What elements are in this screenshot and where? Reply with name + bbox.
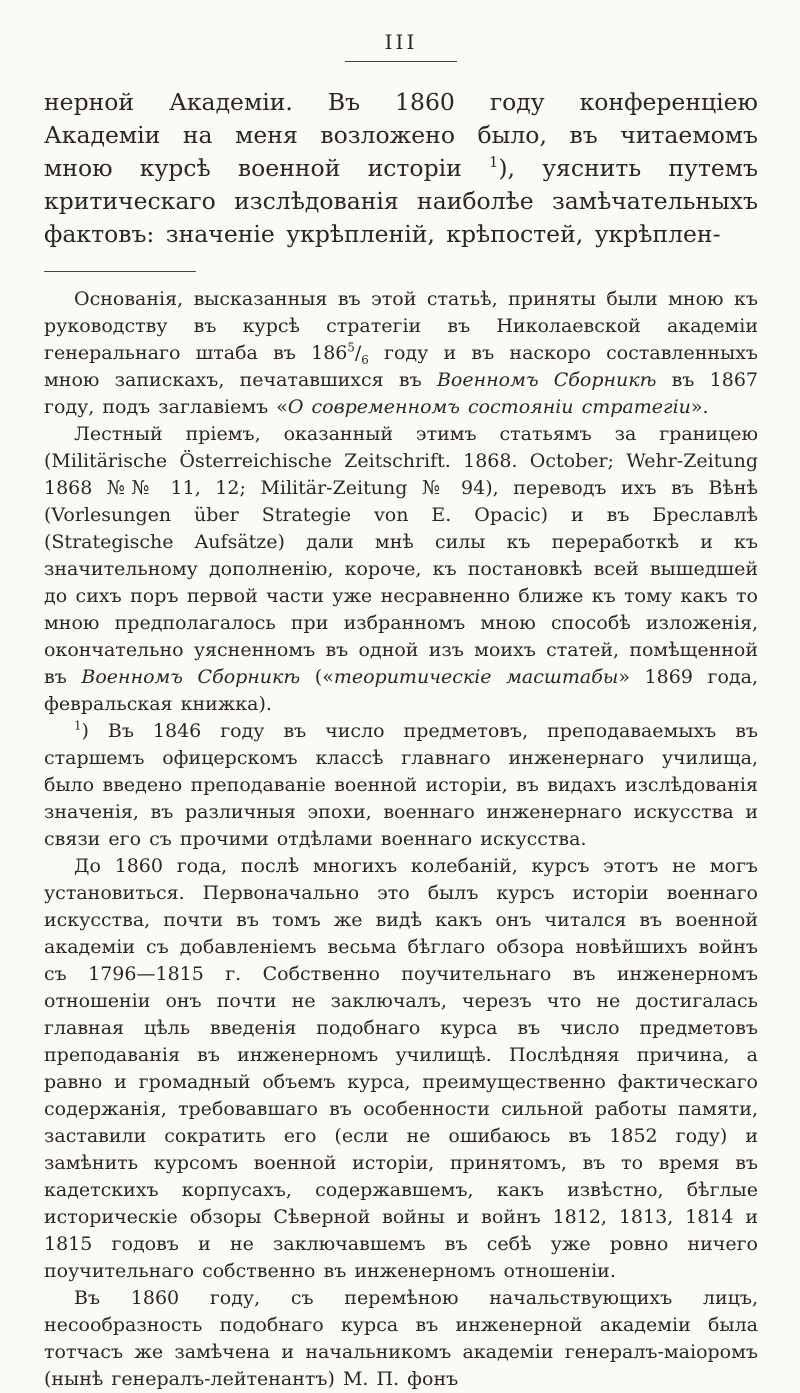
main-text: [44, 86, 758, 251]
body-paragraph: [44, 86, 758, 251]
text-segment: Военномъ Сборникѣ: [436, 369, 657, 391]
text-segment: ».: [690, 396, 709, 418]
text-segment: 1: [489, 154, 499, 172]
text-segment: /: [354, 342, 362, 364]
text-segment: » 1869 года, февральская книжка).: [44, 666, 758, 715]
footnote-paragraph: [44, 1285, 758, 1393]
text-segment: ) Въ 1846 году въ число предметовъ, преподаваемыхъ въ старшемъ офицерскомъ классѣ главнаго инженернаго училища, было введено преподаваніе военной исторіи, въ видахъ изслѣдованія значенія, въ различныя эпохи, военнаго инженернаго искусства и связи его съ прочими отдѣлами военнаго искусства.: [44, 720, 758, 850]
page-number: III: [384, 30, 418, 54]
footnote-paragraph: [44, 286, 758, 421]
footnote-paragraph: [44, 718, 758, 853]
text-segment: О современномъ состояніи стратегіи: [287, 396, 691, 418]
footnote-paragraph: [44, 853, 758, 1285]
text-segment: ), уяснить путемъ критическаго изслѣдованія наиболѣе замѣчательныхъ фактовъ: значеніе укрѣпленій, крѣпостей, укрѣплен-: [44, 154, 759, 248]
footnote-section: [44, 286, 758, 1393]
text-segment: 6: [361, 352, 369, 367]
text-segment: въ 1867 году, подъ заглавіемъ «: [44, 369, 758, 418]
text-segment: 1: [74, 718, 82, 733]
text-segment: году и въ наскоро составленныхъ мною запискахъ, печатавшихся въ: [44, 342, 758, 391]
text-segment: («: [300, 666, 334, 688]
footnote-separator: [44, 271, 196, 272]
text-segment: Военномъ Сборникѣ: [81, 666, 301, 688]
text-segment: До 1860 года, послѣ многихъ колебаній, курсъ этотъ не могъ установиться. Первоначально это былъ курсъ исторіи военнаго искусства, почти въ томъ же видѣ какъ онъ читался въ военной академіи съ добавленіемъ весьма бѣглаго обзора новѣйшихъ войнъ съ 1796—1815 г. Собственно поучительнаго въ инженерномъ отношеніи онъ почти не заключалъ, черезъ что не достигалась главная цѣль введенія подобнаго курса въ число предметовъ преподаванія въ инженерномъ училищѣ. Послѣдняя причина, а равно и громадный объемъ курса, преимущественно фактическаго содержанія, требовавшаго въ особенности сильной работы памяти, заставили сократить его (если не ошибаюсь въ 1852 году) и замѣнить курсомъ военной исторіи, принятомъ, въ то время въ кадетскихъ корпусахъ, содержавшемъ, какъ извѣстно, бѣглые историческіе обзоры Сѣверной войны и войнъ 1812, 1813, 1814 и 1815 годовъ и не заключавшемъ въ себѣ уже ровно ничего поучительнаго собственно въ инженерномъ отношеніи.: [44, 855, 758, 1282]
text-segment: нерной Академіи. Въ 1860 году конференціею Академіи на меня возложено было, въ читаемомъ мною курсѣ военной исторіи: [44, 88, 758, 182]
text-segment: Въ 1860 году, съ перемѣною начальствующихъ лицъ, несообразность подобнаго курса въ инженерной академіи была тотчасъ же замѣчена и начальникомъ академіи генералъ-маіоромъ (нынѣ генералъ-лейтенантъ) М. П. фонъ: [44, 1287, 758, 1390]
text-segment: Основанія, высказанныя въ этой статьѣ, приняты были мною къ руководству въ курсѣ стратегіи въ Николаевской академіи генеральнаго штаба въ 186: [44, 288, 758, 364]
page-header: [44, 30, 758, 62]
page-number-rule: [345, 61, 457, 62]
text-segment: теоритическіе масштабы: [333, 666, 619, 688]
footnote-paragraph: [44, 421, 758, 718]
text-segment: 5: [347, 340, 355, 355]
text-segment: Лестный пріемъ, оказанный этимъ статьямъ за границею (Militärische Österreichische Zeitschrift. 1868. October; Wehr-Zeitung 1868 №№ 11, 12; Militär-Zeitung № 94), переводъ ихъ въ Вѣнѣ (Vorlesungen über Strategie von E. Opacic) и въ Бреславлѣ (Strategische Aufsätze) дали мнѣ силы къ переработкѣ и къ значительному дополненію, короче, къ постановкѣ всей вышедшей до сихъ поръ первой части уже несравненно ближе къ тому какъ то мною предполагалось при избранномъ мною способѣ изложенія, окончательно уясненномъ въ одной изъ моихъ статей, помѣщенной въ: [44, 423, 758, 688]
